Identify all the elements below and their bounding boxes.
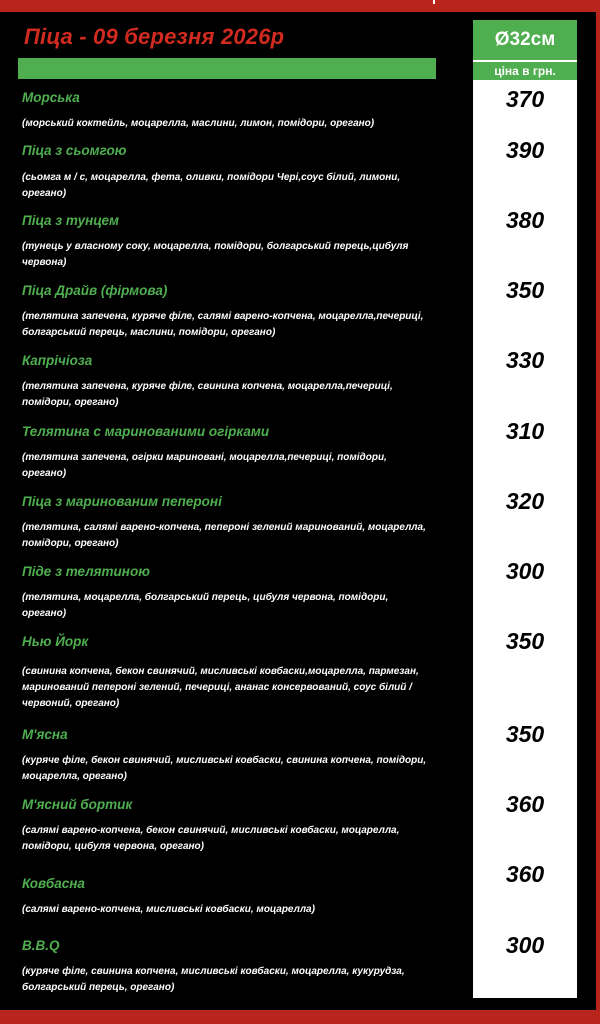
item-description: (телятина, салямі варено-копчена, пепероні зелений маринований, моцарелла, помідори, орегано)	[22, 522, 426, 549]
item-name: Ковбасна	[22, 876, 85, 891]
item-name: Піца Драйв (фірмова)	[22, 283, 168, 298]
item-description: (куряче філе, свинина копчена, мисливські ковбаски, моцарелла, кукурудза, болгарський перець, орегано)	[22, 966, 405, 993]
item-price: 360	[505, 791, 545, 817]
item-price: 320	[505, 488, 545, 514]
item-description: (морський коктейль, моцарелла, маслини, лимон, помідори, орегано)	[22, 118, 375, 129]
item-name: Піца з сьомгою	[22, 143, 127, 158]
item-description: (сьомга м / с, моцарелла, фета, оливки, помідори Чері,соус білий, лимони, орегано)	[22, 172, 401, 199]
item-name: Піца з тунцем	[22, 213, 119, 228]
item-name: Морська	[22, 90, 80, 105]
item-name: Піца з маринованим пепероні	[22, 494, 222, 509]
page-title: Піца - 09 березня 2026р	[24, 24, 285, 49]
item-price: 370	[505, 86, 545, 112]
item-description: (тунець у власному соку, моцарелла, помідори, болгарський перець,цибуля червона)	[22, 241, 409, 268]
item-description: (салямі варено-копчена, мисливські ковбаски, моцарелла)	[22, 904, 315, 915]
item-price: 360	[505, 861, 545, 887]
bottom-red-bar	[0, 1010, 600, 1024]
item-name: B.B.Q	[22, 938, 60, 953]
item-description: (салямі варено-копчена, бекон свинячий, мисливські ковбаски, моцарелла, помідори, цибуля червона, орегано)	[22, 825, 400, 852]
item-name: Капрічіоза	[22, 353, 93, 368]
item-price: 390	[505, 137, 545, 163]
item-price: 350	[505, 628, 545, 654]
price-header: ціна в грн.	[473, 62, 577, 80]
item-price: 330	[505, 347, 545, 373]
item-name: Нью Йорк	[22, 634, 89, 649]
item-price: 350	[505, 721, 545, 747]
title-underline	[18, 58, 436, 79]
item-price: 300	[505, 932, 545, 958]
item-description: (свинина копчена, бекон свинячий, мисливські ковбаски,моцарелла, пармезан, маринований пепероні зелений, печериці, ананас консервований, соус білий / червоний, орегано)	[22, 666, 419, 709]
item-name: М'ясний бортик	[22, 797, 133, 812]
item-price: 300	[505, 558, 545, 584]
item-description: (телятина запечена, куряче філе, свинина копчена, моцарелла,печериці, помідори, орегано)	[22, 381, 393, 408]
size-header: Ø32см	[473, 20, 577, 60]
item-name: Телятина с маринованими огірками	[22, 424, 270, 439]
item-name: Піде з телятиною	[22, 564, 150, 579]
item-price: 310	[505, 418, 545, 444]
right-red-edge	[596, 0, 600, 1024]
item-description: (телятина запечена, огірки мариновані, моцарелла,печериці, помідори, орегано)	[22, 452, 387, 479]
item-name: М'ясна	[22, 727, 68, 742]
top-red-bar	[0, 0, 600, 12]
item-description: (телятина запечена, куряче філе, салямі варено-копчена, моцарелла,печериці, болгарський перець, маслини, помідори, орегано)	[22, 311, 424, 338]
item-description: (куряче філе, бекон свинячий, мисливські ковбаски, свинина копчена, помідори, моцарелла, орегано)	[22, 755, 427, 782]
top-mark	[433, 0, 435, 4]
item-price: 380	[505, 207, 545, 233]
item-description: (телятина, моцарелла, болгарський перець, цибуля червона, помідори, орегано)	[22, 592, 389, 619]
item-price: 350	[505, 277, 545, 303]
